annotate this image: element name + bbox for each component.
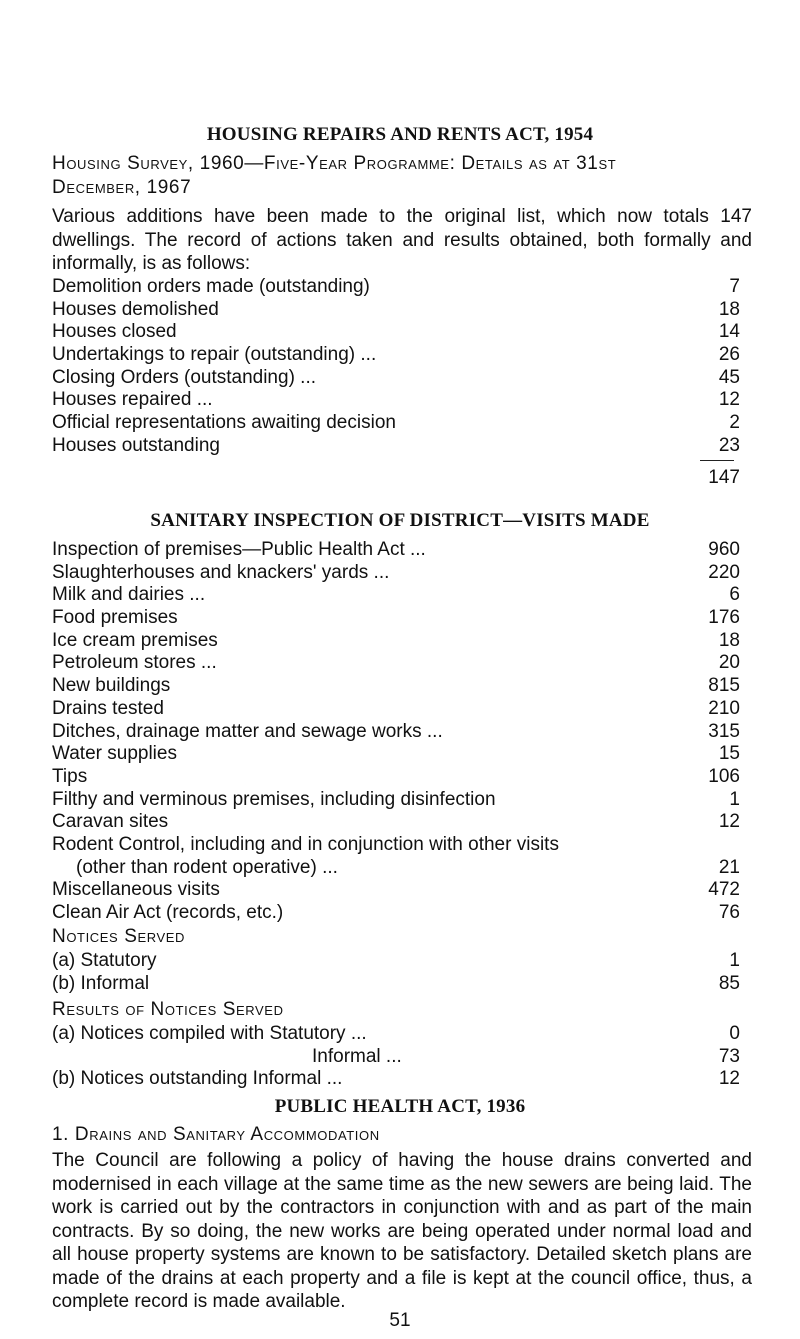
row-value: 472 — [708, 879, 740, 901]
row-value: 85 — [718, 972, 740, 994]
section-title-public-health: PUBLIC HEALTH ACT, 1936 — [274, 1096, 526, 1117]
results-heading: Results of Notices Served — [52, 999, 284, 1020]
row-label: Houses demolished — [52, 298, 219, 320]
row-value: 26 — [718, 344, 740, 366]
row-label: Undertakings to repair (outstanding) ... — [52, 344, 377, 366]
list-row — [52, 344, 740, 367]
list-row — [52, 789, 740, 812]
row-value: 18 — [718, 298, 740, 320]
list-row — [52, 675, 740, 698]
row-label: Petroleum stores ... — [52, 652, 217, 674]
row-label: New buildings — [52, 675, 171, 697]
row-label: Miscellaneous visits — [52, 879, 220, 901]
list-row — [52, 857, 740, 880]
intro-paragraph: Various additions have been made to the original list, which now totals 147 dwellings. The record of actions taken and results obtained, both formally and informally, is as follows: — [52, 206, 752, 274]
subtitle-line-2: December, 1967 — [52, 177, 192, 198]
row-label: Tips — [52, 765, 88, 787]
row-label: Drains tested — [52, 697, 164, 719]
row-label: Filthy and verminous premises, including disinfection — [52, 788, 496, 810]
list-row — [52, 435, 740, 458]
section-title-housing-repairs: HOUSING REPAIRS AND RENTS ACT, 1954 — [206, 124, 594, 145]
row-value: 1 — [729, 950, 740, 971]
list-row — [52, 950, 740, 973]
row-label: Clean Air Act (records, etc.) — [52, 902, 284, 923]
row-label: Houses repaired ... — [52, 389, 213, 411]
row-label: Inspection of premises—Public Health Act ... — [52, 539, 426, 560]
drains-paragraph: The Council are following a policy of having the house drains converted and modernised in each village at the same time as the new sewers are being laid. The work is carried out by the contractors in conjunction with and as part of the main contracts. By so doing, the new works are being operated under normal load and all house property systems are known to be satisfactory. Detailed sketch plans are made of the drains at each property and a file is kept at the council office, thus, a complete record is made available. — [52, 1150, 752, 1312]
row-value: 20 — [718, 652, 740, 674]
row-label: Ditches, drainage matter and sewage works ... — [52, 720, 443, 742]
list-row — [52, 698, 740, 721]
notices-list — [52, 950, 740, 995]
list-row — [52, 584, 740, 607]
row-value: 76 — [718, 902, 740, 923]
page-number: 51 — [389, 1310, 411, 1331]
housing-total — [52, 467, 740, 490]
list-row — [52, 539, 740, 562]
list-row — [52, 389, 740, 412]
list-row — [52, 630, 740, 653]
row-value: 106 — [708, 765, 740, 787]
row-label: Milk and dairies ... — [52, 584, 206, 606]
row-value: 45 — [718, 366, 740, 388]
row-value: 12 — [718, 1068, 740, 1090]
row-label: Houses outstanding — [52, 434, 220, 456]
row-value: 73 — [718, 1045, 740, 1067]
list-row — [52, 721, 740, 744]
row-value: 210 — [708, 697, 740, 719]
list-row — [52, 973, 740, 996]
list-row — [52, 834, 740, 857]
row-value: 15 — [718, 743, 740, 765]
row-value: 14 — [718, 321, 740, 343]
list-row — [52, 276, 740, 299]
row-value: 0 — [729, 1023, 740, 1044]
row-value: 12 — [718, 389, 740, 411]
row-label: Ice cream premises — [52, 629, 218, 651]
list-row — [52, 1023, 740, 1046]
row-value: 21 — [718, 856, 740, 878]
housing-actions-list — [52, 276, 740, 458]
row-value: 23 — [718, 434, 740, 456]
list-row — [52, 367, 740, 390]
row-label: (a) Notices compiled with Statutory ... — [52, 1023, 367, 1044]
results-list — [52, 1023, 740, 1091]
list-row — [52, 766, 740, 789]
row-value: 6 — [729, 584, 740, 606]
list-row — [52, 562, 740, 585]
list-row — [52, 879, 740, 902]
row-label: Informal ... — [312, 1045, 402, 1067]
list-row — [52, 1046, 740, 1069]
row-value: 176 — [708, 607, 740, 629]
housing-total-value: 147 — [708, 467, 740, 488]
subtitle-line-1: Housing Survey, 1960—Five-Year Programme: Details as at 31st — [52, 153, 617, 174]
drains-heading: 1. Drains and Sanitary Accommodation — [52, 1124, 380, 1145]
row-label: Closing Orders (outstanding) ... — [52, 366, 317, 388]
row-value: 315 — [708, 720, 740, 742]
row-value: 18 — [718, 629, 740, 651]
row-value: 960 — [708, 539, 740, 560]
list-row — [52, 811, 740, 834]
row-label: (b) Notices outstanding Informal ... — [52, 1068, 343, 1090]
row-value: 815 — [708, 675, 740, 697]
list-row — [52, 743, 740, 766]
row-value: 1 — [729, 788, 740, 810]
row-label: (other than rodent operative) ... — [76, 856, 338, 878]
list-row — [52, 902, 740, 925]
list-row — [52, 1068, 740, 1091]
row-label: Food premises — [52, 607, 178, 629]
row-label: Rodent Control, including and in conjunction with other visits — [52, 833, 559, 855]
list-row — [52, 321, 740, 344]
row-label: Official representations awaiting decision — [52, 412, 396, 434]
notices-served-heading: Notices Served — [52, 926, 186, 947]
row-label: (a) Statutory — [52, 950, 157, 971]
row-value: 12 — [718, 811, 740, 833]
visits-list — [52, 539, 740, 925]
list-row — [52, 607, 740, 630]
list-row — [52, 412, 740, 435]
section-title-sanitary-inspection: SANITARY INSPECTION OF DISTRICT—VISITS MADE — [150, 510, 650, 531]
row-label: Demolition orders made (outstanding) — [52, 276, 370, 297]
row-label: (b) Informal — [52, 972, 150, 994]
row-label: Water supplies — [52, 743, 177, 765]
total-rule — [700, 460, 734, 461]
row-value: 220 — [708, 561, 740, 583]
row-label: Caravan sites — [52, 811, 169, 833]
list-row — [52, 299, 740, 322]
row-value: 2 — [729, 412, 740, 434]
row-value: 7 — [729, 276, 740, 297]
list-row — [52, 652, 740, 675]
row-label: Slaughterhouses and knackers' yards ... — [52, 561, 390, 583]
row-label: Houses closed — [52, 321, 177, 343]
